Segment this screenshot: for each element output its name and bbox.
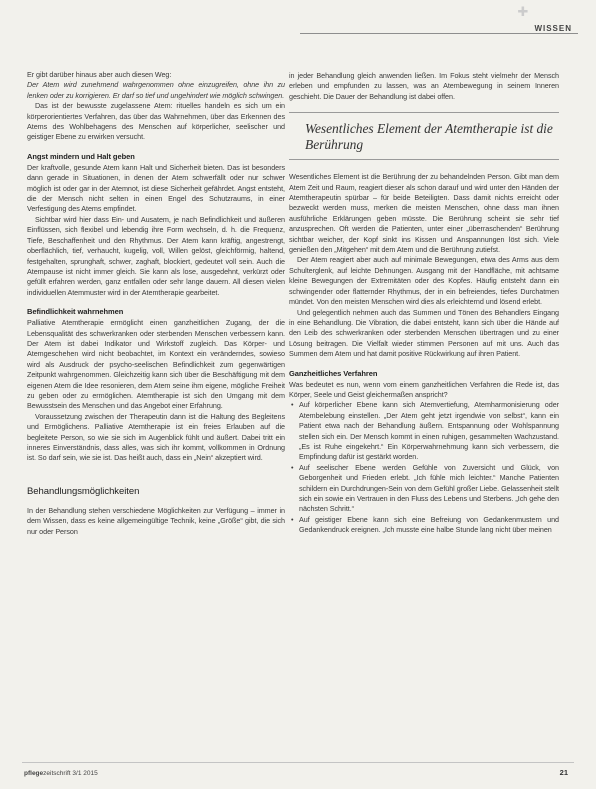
header-rule [300,33,578,34]
heading-behandlung: Behandlungsmöglichkeiten [27,485,140,497]
magazine-name-rest: zeitschrift [43,770,71,777]
subheading-ganzheitlich: Ganzheitliches Verfahren [289,368,378,378]
paragraph: Und gelegentlich nehmen auch das Summen und Tönen des Behandlers Eingang in eine Behandlung. Die Vibration, die dabei entsteht, kann sich über die Hände auf den Leib des schwerkranken oder sterbenden Menschen übertragen und zu einer Lösung beitragen. Die Vielfalt wieder stimmen Personen auf mit uns. Auch das Summen dem Atem und hat damit positive Rückwirkung auf ihren Patient. [289,307,559,359]
subheading-befindlichkeit: Befindlichkeit wahrnehmen [27,307,124,317]
list-item: • Auf seelischer Ebene werden Gefühle von Zuversicht und Glück, von Geborgenheit und Frieden erlebt. „Ich fühle mich leichter.“ Manche Patienten schildern ein Durchdrungen-Sein von dem Gefühl großer Liebe. Gelassenheit stellt sich ein sowie ein Vertrauen in den Fluss des Lebens und Sterbens. „Ich gehe den nächsten Schritt.“ [291,462,559,514]
paragraph: Das ist der bewusste zugelassene Atem: rituelles handeln es sich um ein körperorientiertes Verfahren, das über das Wahrnehmen, über das Erkennen des Atems des Wohlbehagens des Menschen auf körperlicher, seelischer und geistiger Ebene zu erwirken versucht. [27,101,285,142]
paragraph: Palliative Atemtherapie ermöglicht einen ganzheitlichen Zugang, der die Lebensqualität des schwerkranken oder sterbenden Menschen verbessern kann. Der Atem ist dabei Indikator und Wirkstoff zugleich. Das Körper- und Atemgeschehen wird nicht beobachtet, im Kontext ein veränderndes, sowieso wird als Ausdruck der psycho-seelischen Befindlichkeit zum gegenwärtigen Zeitpunkt wahrgenommen. Gleichzeitig kann sich über die Beschäftigung mit dem eigenen Atem die Idee resonieren, dem Atem seine ihm eigene, mögliche Freiheit zu geben oder zu ermöglichen. Atemtherapie ist sich den Umgang mit dem Bewusstsein des Menschen und das Angebot einer Erfahrung. [27,318,285,411]
list-item: • Auf körperlicher Ebene kann sich Atemvertiefung, Atemharmonisierung oder Atembelebung einstellen. „Der Atem geht jetzt irgendwie von selbst“, kann ein Patient etwa nach der Behandlung äußern. Entspannung oder Wohlspannung stellen sich ein. Der Mensch kommt in einen ruhigen, gesammelten Wachzustand. „Es ist Ruhe eingekehrt.“ Ein Körperwahrnehmung kann sich verbessern, die Empfindung dafür ist gestärkt worden. [291,400,559,462]
bullet-icon: • [291,462,294,472]
paragraph: Er gibt darüber hinaus aber auch diesen Weg: [27,70,172,79]
paragraph: Was bedeutet es nun, wenn vom einem ganzheitlichen Verfahren die Rede ist, das Körper, Seele und Geist gleichermaßen anspricht? [289,379,559,399]
list-item: • Auf geistiger Ebene kann sich eine Befreiung von Gedankenmustern und Gedankendruck ereignen. „Ich musste eine halbe Stunde lang nicht über meinen [291,514,559,535]
left-column [27,70,285,537]
footer-rule [22,762,574,763]
footer-magazine [24,770,98,777]
pull-quote: Wesentliches Element der Atemtherapie ist die Berührung [289,112,559,160]
paragraph: In der Behandlung stehen verschiedene Möglichkeiten zur Verfügung – immer in dem Wissen, dass es keine allgemeingültige Technik, keine „Größe“ gibt, die sich nur oder Person [27,505,285,536]
issue-number: 3/1 2015 [72,770,98,777]
right-column [289,71,559,536]
italic-quote: Der Atem wird zunehmend wahrgenommen ohne einzugreifen, ohne ihn zu lenken oder zu korrigieren. Er darf so tief und ungehindert wie möglich schwingen. [27,80,285,100]
paragraph: Sichtbar wird hier dass Ein- und Ausatem, je nach Befindlichkeit und äußeren Einflüssen, sich flexibel und lebendig ihre Form wechseln, d. h. die Frequenz, Tiefe, Beschaffenheit und den Rhythmus. Der Atem kann kräftig, angestrengt, oberflächlich, tief, verhaucht, kugelig, voll, Willen gelöst, gleichförmig, haltend, festgehalten, sprunghaft, schwer, zaghaft, blockiert, gedeutet voll sein. Auch die Atempause ist nicht immer gleich. Sie kann als lose, ausgedehnt, verkürzt oder gefüllt erfahren werden, ganz entfallen oder sehr lange dauern. All diesen vielen individuellen Atemmuster wird in der Atemtherapie gearbeitet. [27,214,285,297]
paragraph: Wesentliches Element ist die Berührung der zu behandelnden Person. Gibt man dem Atem Zeit und Raum, reagiert dieser als schon darauf und wird unter den Händen der Atemtherapeutin spürbar – für beide Beteiligten. Dass damit nichts erreicht oder bezweckt werden muss, merken die meisten Menschen, ohne dass man ihnen ausführliche Erklärungen geben müsste. Die Berührung scheint sie sehr tief anzusprechen. Oft werden die Patienten, unter einer „überraschenden“ Berührung sichtbar weicher, der Kopf sinkt ins Kissen und Anspannungen löst sich. Viele genießen den „Mitgehen“ mit dem Atem und die Berührung zutiefst. [289,172,559,255]
bullet-icon: • [291,514,294,524]
paragraph: Der kraftvolle, gesunde Atem kann Halt und Sicherheit bieten. Das ist besonders dann gerade in Situationen, in denen der Atem schwerfällt oder nur schwer möglich ist oder gar in der Atemnot, ist diese Sicherheit gefährdet. Angst entsteht, die der Mensch nicht selten in einen Engel des Schutzraums, in einer Verfestigung des Atems empfindet. [27,162,285,214]
decorative-mark-icon: ✚ [517,4,529,19]
bullet-icon: • [291,400,294,410]
bullet-list [289,400,559,535]
section-tag: WISSEN [534,24,572,33]
page-number: 21 [559,768,568,777]
magazine-name-bold: pflege [24,770,44,777]
paragraph: Der Atem reagiert aber auch auf minimale Bewegungen, etwa des Arms aus dem Schulterglenk, auf leichte Dehnungen. Ausgang mit der Handfläche, mit achtsame kleine Bewegungen der Extremitäten oder des Kopfes. Häufig entsteht dann ein schwingender oder flatternder Rhythmus, der in ein befreiendes, tiefes Durchatmen mündet. Von den meisten Menschen wird dies als erleichternd und lösend erlebt. [289,255,559,307]
paragraph: Voraussetzung zwischen der Therapeutin dann ist die Haltung des Begleitens und Ermöglichens. Palliative Atemtherapie ist ein freies Erlauben auf die begleitete Person, so wie sie sich im Augenblick fühlt und äußert. Dabei tritt ein inneres Einverständnis, dass alles, was sich ihr kommt, vollkommen in Ordnung ist. So darf sein, wie sie ist. Das heißt auch, dass ein „Nein“ akzeptiert wird. [27,411,285,463]
subheading-angst: Angst mindern und Halt geben [27,151,135,161]
paragraph: in jeder Behandlung gleich anwenden ließen. Im Fokus steht vielmehr der Mensch erleben und empfunden zu lassen, was an Atembewegung in seinem Inneren geschieht. Die Dauer der Behandlung ist dabei offen. [289,71,559,101]
